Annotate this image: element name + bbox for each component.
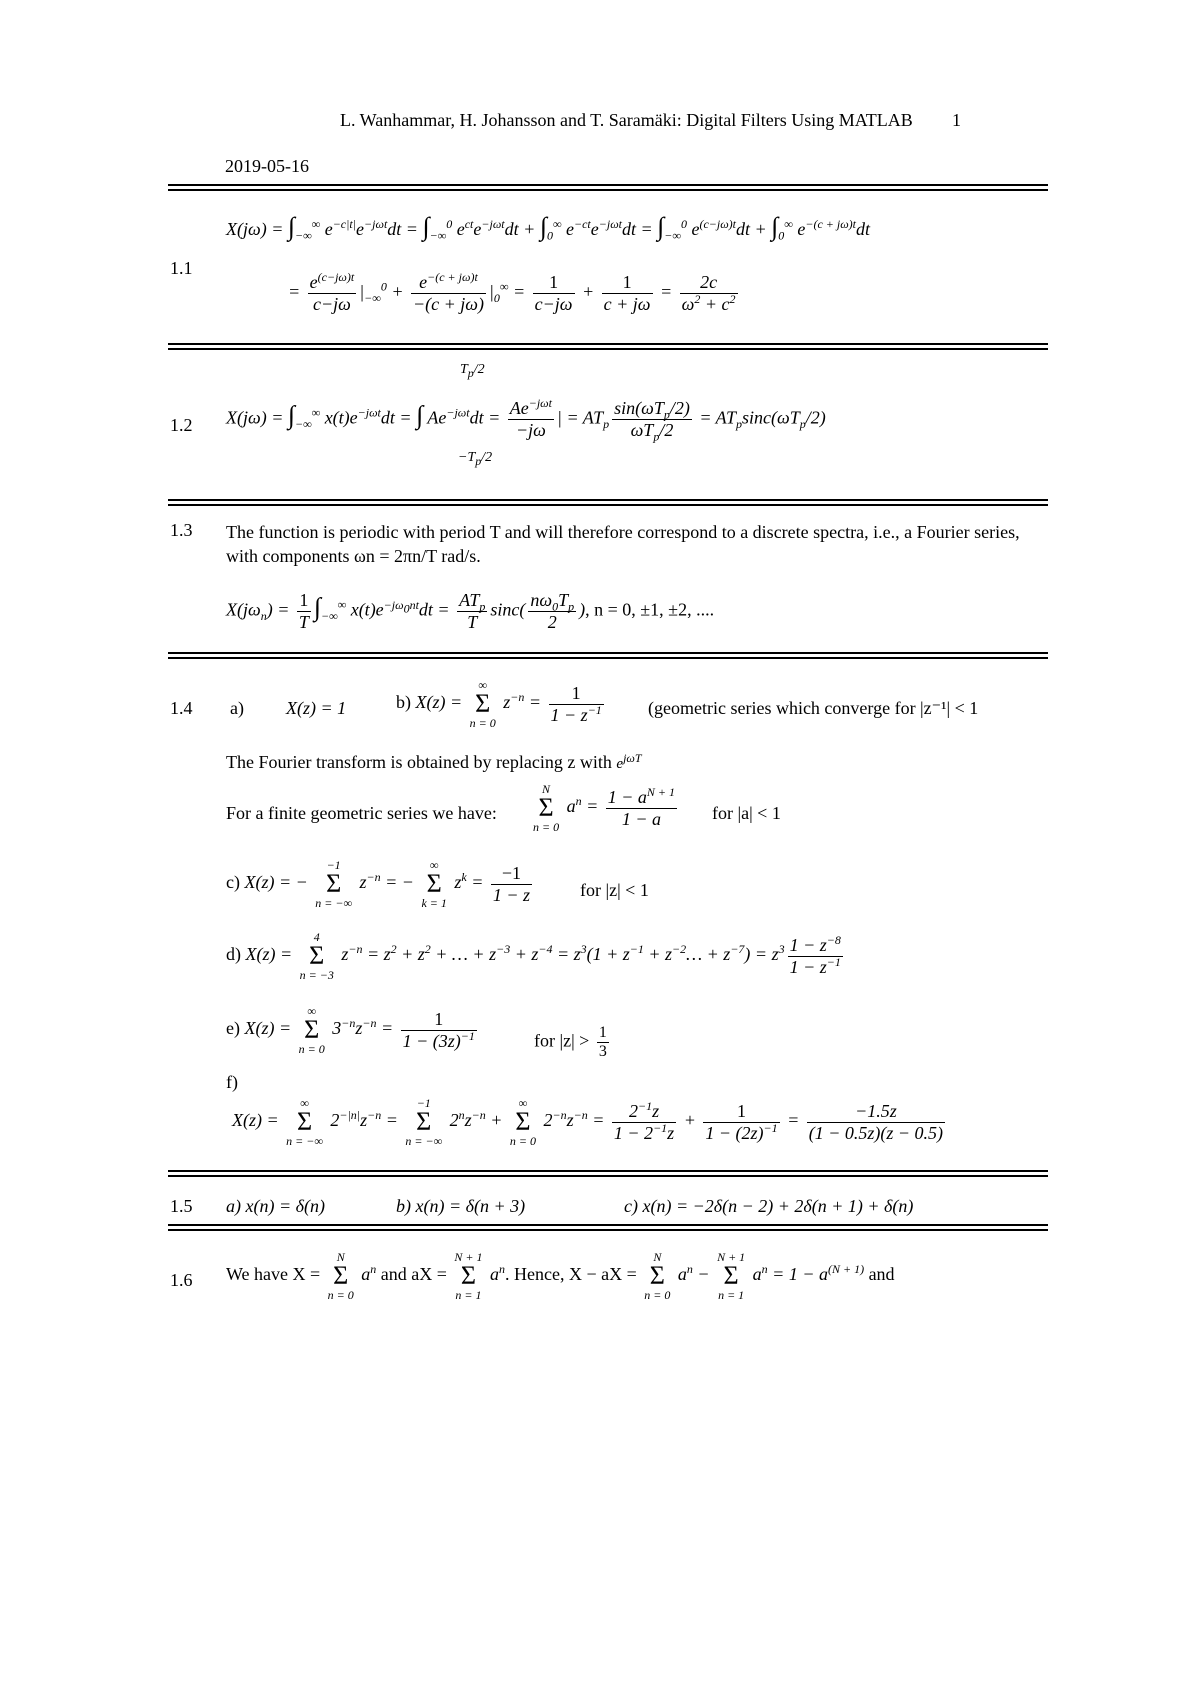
section-rule (168, 652, 1048, 654)
part-label-f: f) (226, 1072, 238, 1092)
text-we-have: We have X = (226, 1264, 321, 1285)
condition-c: for |z| < 1 (580, 880, 649, 900)
condition-e-text: for |z| > (534, 1030, 590, 1051)
equation-1-6: We have X = N Σ n = 0 $a^n$ and aX = N + 1 Σ n = 1 $a^n$. Hence, X − aX = N Σ n = 0 $a^n$ − N + 1 Σ n = 1 $a^n = 1 - a^{(N + 1)}$ and (226, 1250, 895, 1302)
equation-1-3: $X(j\omega_n)$ = $\frac{1}{T}$ $\int_{-\infty}^\infty$ $x(t)e^{-j\omega_0nt}dt$ = $\frac{AT_p}{T}$ sinc( $\frac{n\omega_0T_p}{2}$ ), n = 0, ±1, ±2, .... (226, 590, 715, 632)
date: 2019-05-16 (225, 156, 309, 176)
fourier-note-text: The Fourier transform is obtained by replacing z with (226, 752, 612, 772)
equation-1-4b: b) X(z) = ∞ Σ n = 0 $z^{-n}$ = $\frac{1}{1 - z^{-1}}$ (396, 678, 602, 730)
problem-number: 1.4 (170, 698, 193, 718)
section-rule (168, 1175, 1048, 1177)
fourier-note: The Fourier transform is obtained by replacing z with $e^{j\omega T}$ (226, 751, 642, 772)
section-rule (168, 1224, 1048, 1226)
equation-1-2: $X(j\omega) = \int_{-\infty}^\infty$ $x(t)e^{-j\omega t}dt$ = ∫ $Ae^{-j\omega t}dt$ = $\frac{Ae^{-j\omega t}}{-j\omega}$ | = $AT_p$ $\frac{\sin(\omega T_p/2)}{\omega T_p/2}$ = $AT_p\sin c(\omega T_p/2)$ (226, 396, 826, 444)
equation-1-4d: d) X(z) = 4 Σ n = −3 $z^{-n} = z^2 + z^2$ + … + $z^{-3} + z^{-4} = z^3(1 + z^{-1}$ + $z^{-2}\dots + z^{-7}) = z^3$ $\frac{1 - z^{-8}}{1 - z^{-1}}$ (226, 930, 841, 982)
section-rule (168, 184, 1048, 186)
section-rule (168, 348, 1048, 350)
limit-lower: $-T_p/2$ (458, 450, 493, 468)
problem-text: The function is periodic with period T and will therefore correspond to a discrete spectra, i.e., a Fourier series, with components ωn = 2πn/T rad/s. (226, 522, 1020, 566)
problem-number: 1.1 (170, 258, 193, 278)
section-rule (168, 1229, 1048, 1231)
equation-finite-series: N Σ n = 0 $a^n$ = $\frac{1 - a^{N + 1}}{1 - a}$ (533, 782, 676, 834)
running-header: L. Wanhammar, H. Johansson and T. Saramäki: Digital Filters Using MATLAB (340, 110, 913, 130)
section-rule (168, 504, 1048, 506)
equation-1-1a: $X(j\omega) = \int_{-\infty}^\infty$ $e^{-c|t|}e^{-j\omega t}dt = \int_{-\infty}^0$ $e^{ct}e^{-j\omega t}dt + \int_0^\infty$ $e^{-ct}e^{-j\omega t}dt = \int_{-\infty}^0$ $e^{(c-j\omega)t}dt + \int_0^\infty$ $e^{-(c + j\omega)t}dt$ (226, 212, 871, 243)
equation-1-1b: = $\frac{e^{(c-j\omega)t}}{c-j\omega}$ $|_{-\infty}^0$ + $\frac{e^{-(c + j\omega)t}}{-(c + j\omega)}$ $|_0^\infty$ = $\frac{1}{c-j\omega}$ + $\frac{1}{c + j\omega}$ = $\frac{2c}{\omega^2 + c^2}$ (288, 270, 736, 314)
section-rule (168, 343, 1048, 345)
equation-1-4e: e) X(z) = ∞ Σ n = 0 $3^{-n}z^{-n}$ = $\frac{1}{1 - (3z)^{-1}}$ (226, 1004, 475, 1056)
section-rule (168, 189, 1048, 191)
section-rule (168, 657, 1048, 659)
part-label-a: a) (230, 698, 244, 718)
equation-1-5a: a) x(n) = δ(n) (226, 1196, 325, 1216)
equation-1-5c: c) x(n) = −2δ(n − 2) + 2δ(n + 1) + δ(n) (624, 1196, 914, 1216)
convergence-note: (geometric series which converge for |z⁻¹| < 1 (648, 698, 979, 718)
series-indices: , n = 0, ±1, ±2, .... (585, 599, 715, 620)
limit-upper: $T_p/2$ (460, 362, 485, 380)
problem-number: 1.5 (170, 1196, 193, 1216)
section-rule (168, 1170, 1048, 1172)
finite-series-label: For a finite geometric series we have: (226, 803, 497, 823)
finite-series-condition: for |a| < 1 (712, 803, 781, 823)
text-hence: . Hence, X − aX = (505, 1264, 637, 1285)
problem-number: 1.2 (170, 415, 193, 435)
equation-1-4f: X(z) = ∞ Σ n = −∞ $2^{-|n|}z^{-n}$ = −1 Σ n = −∞ $2^nz^{-n}$ + ∞ Σ n = 0 $2^{-n}z^{-n}$ = $\frac{2^{-1}z}{1 - 2^{-1}z}$ + $\frac{1}{1 - (2z)^{-1}}$ = $\frac{-1.5z}{(1 - 0.5z)(z - 0.5)}$ (232, 1096, 944, 1148)
problem-number: 1.6 (170, 1270, 193, 1290)
section-rule (168, 499, 1048, 501)
equation-1-4c: c) X(z) = − −1 Σ n = −∞ $z^{-n}$ = − ∞ Σ k = 1 $z^k$ = $\frac{-1}{1 - z}$ (226, 858, 531, 910)
page-number: 1 (952, 110, 961, 130)
text-and-ax: and aX = (380, 1264, 447, 1285)
problem-number: 1.3 (170, 520, 193, 540)
text-and: and (868, 1264, 895, 1285)
condition-e: for |z| > $\frac{1}{3}$ (534, 1024, 607, 1060)
equation-1-4a: X(z) = 1 (286, 698, 347, 718)
equation-1-5b: b) x(n) = δ(n + 3) (396, 1196, 526, 1216)
